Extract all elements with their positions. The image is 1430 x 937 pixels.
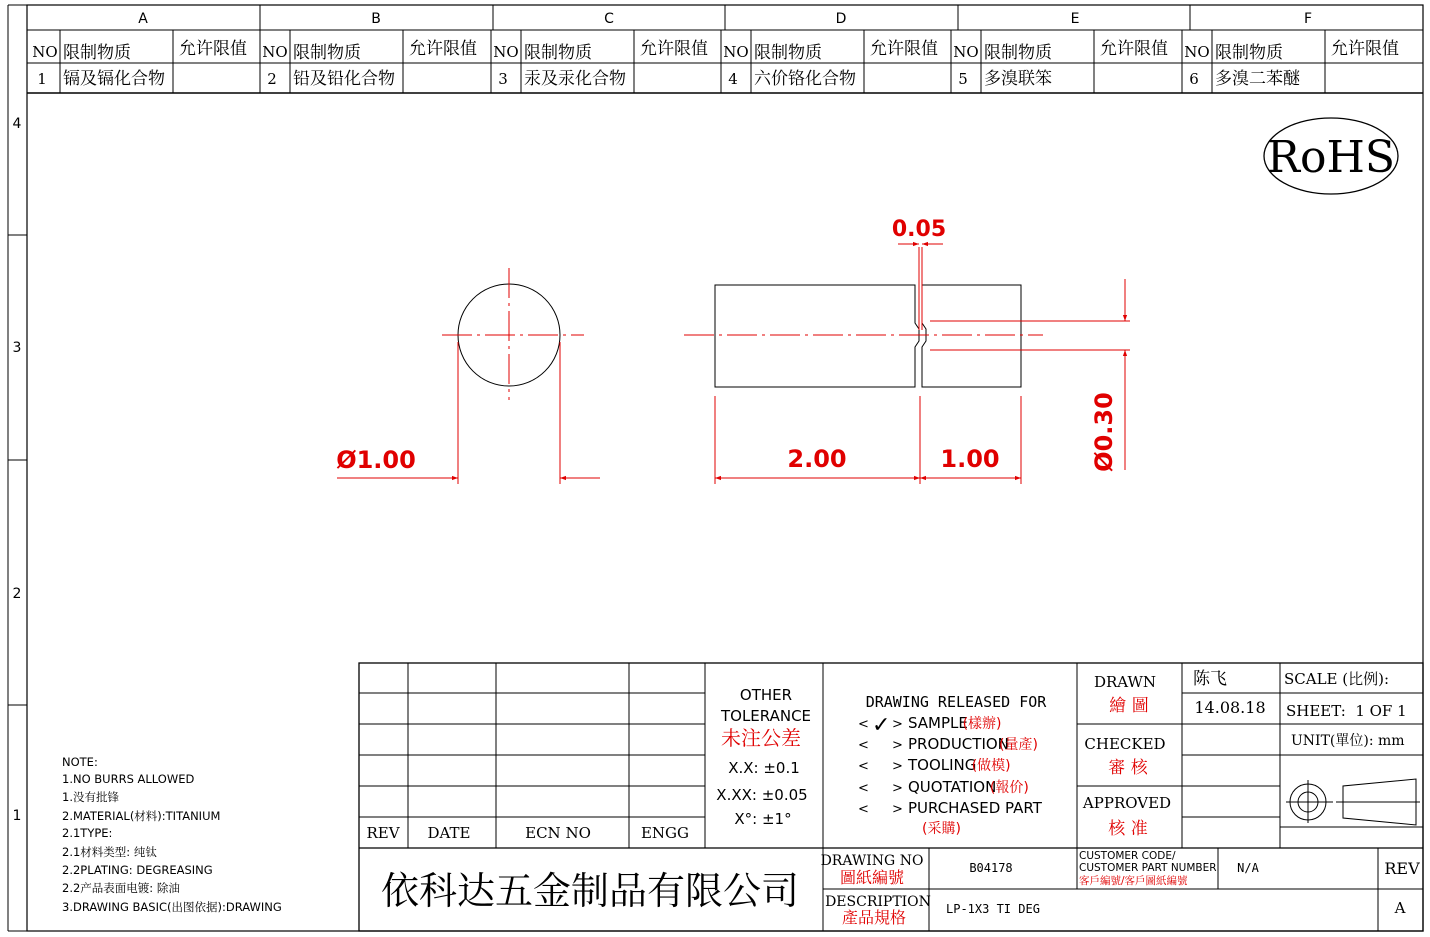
- substance-table: [32, 30, 1399, 93]
- length-right-label: 1.00: [940, 445, 1000, 473]
- checked-label: CHECKED: [1084, 735, 1166, 753]
- bracket-close: >: [892, 759, 903, 774]
- tolerance-title-1: OTHER: [739, 686, 793, 704]
- substance-group: [951, 30, 1168, 93]
- zone-row-2: 2: [12, 586, 22, 602]
- note-line: 1.NO BURRS ALLOWED: [62, 772, 195, 786]
- scale-label: SCALE (比例):: [1284, 670, 1390, 688]
- date-header: DATE: [427, 824, 471, 842]
- diameter-neck-label: Ø0.30: [1090, 392, 1118, 472]
- substance-name: 铅及铅化合物: [293, 69, 395, 89]
- bracket-open: <: [858, 738, 869, 753]
- substance-header: 限制物质: [984, 43, 1052, 63]
- bracket-open: <: [858, 717, 869, 732]
- drawing-no-label-cn: 圖紙編號: [839, 868, 905, 887]
- limit-header: 允许限值: [1331, 39, 1399, 59]
- no-header: NO: [1184, 43, 1210, 61]
- release-block: [858, 693, 1047, 837]
- description-value: LP-1X3 TI DEG: [946, 902, 1040, 916]
- substance-no: 1: [37, 70, 47, 88]
- release-option-label: TOOLING: [908, 756, 977, 774]
- bracket-open: <: [858, 802, 869, 817]
- engg-header: ENGG: [640, 824, 690, 842]
- rev-label: REV: [1384, 859, 1420, 878]
- limit-header: 允许限值: [1100, 39, 1168, 59]
- no-header: NO: [723, 43, 749, 61]
- rohs-label: RoHS: [1266, 132, 1396, 183]
- substance-no: 6: [1189, 70, 1199, 88]
- release-option-label-cn: (報价): [989, 780, 1029, 796]
- release-option-label: QUOTATION: [908, 778, 997, 796]
- rohs-mark: [1264, 118, 1398, 194]
- customer-code-line-1: CUSTOMER CODE/: [1079, 850, 1176, 862]
- projection-symbol-icon: [1286, 779, 1420, 825]
- ecn-header: ECN NO: [525, 824, 591, 842]
- substance-group: [491, 30, 708, 93]
- no-header: NO: [493, 43, 519, 61]
- sheet-label: SHEET: 1 OF 1: [1286, 702, 1407, 720]
- side-view: [684, 217, 1130, 484]
- no-header: NO: [953, 43, 979, 61]
- substance-name: 多溴联笨: [984, 69, 1052, 89]
- checked-label-cn: 審 核: [1108, 758, 1148, 778]
- zone-col-e: E: [1070, 11, 1080, 27]
- limit-header: 允许限值: [640, 39, 708, 59]
- tolerance-title-2: TOLERANCE: [720, 707, 812, 725]
- substance-name: 多溴二苯醚: [1215, 69, 1300, 89]
- zone-col-d: D: [835, 11, 847, 27]
- no-header: NO: [262, 43, 288, 61]
- release-option-label-cn: (量產): [999, 737, 1038, 753]
- end-view: [336, 268, 600, 484]
- limit-header: 允许限值: [409, 39, 477, 59]
- tolerance-line-2: X.XX: ±0.05: [716, 786, 808, 804]
- release-title: DRAWING RELEASED FOR: [865, 693, 1047, 711]
- tolerance-line-1: X.X: ±0.1: [728, 759, 800, 777]
- note-line: 2.1材料类型: 纯钛: [62, 845, 157, 859]
- drawn-label: DRAWN: [1093, 673, 1157, 691]
- release-option-label-cn: (樣辦): [962, 716, 1002, 732]
- zone-col-a: A: [138, 11, 148, 27]
- note-line: NOTE:: [62, 755, 98, 769]
- release-option-label-cn: (做模): [971, 758, 1011, 774]
- customer-code-value: N/A: [1237, 861, 1259, 875]
- note-line: 2.1TYPE:: [62, 826, 113, 840]
- note-line: 2.2PLATING: DEGREASING: [62, 863, 213, 877]
- tolerance-line-3: X°: ±1°: [734, 810, 792, 828]
- revision-table: [366, 824, 689, 842]
- release-option-label: SAMPLE: [908, 714, 968, 732]
- release-option: [858, 756, 1011, 774]
- zone-col-c: C: [604, 11, 614, 27]
- substance-group: [721, 30, 938, 93]
- release-option-label: PRODUCTION: [908, 735, 1009, 753]
- checkmark-icon: ✓: [872, 713, 891, 738]
- note-line: 2.MATERIAL(材料):TITANIUM: [62, 809, 221, 823]
- approved-label-cn: 核 准: [1108, 819, 1148, 839]
- bracket-open: <: [858, 759, 869, 774]
- release-option: [858, 799, 1043, 837]
- zone-row-1: 1: [12, 808, 22, 824]
- approved-label: APPROVED: [1082, 794, 1172, 812]
- rev-header: REV: [366, 824, 400, 842]
- limit-header: 允许限值: [870, 39, 938, 59]
- zone-row-4: 4: [12, 116, 22, 132]
- bracket-close: >: [892, 802, 903, 817]
- approval-block: [1082, 669, 1266, 839]
- bracket-close: >: [892, 717, 903, 732]
- substance-header: 限制物质: [293, 43, 361, 63]
- substance-name: 镉及镉化合物: [63, 69, 165, 89]
- bracket-close: >: [892, 738, 903, 753]
- substance-group: [1182, 30, 1399, 93]
- release-option-label: PURCHASED PART: [908, 799, 1042, 817]
- tolerance-block: [716, 686, 811, 828]
- bracket-open: <: [858, 781, 869, 796]
- unit-label: UNIT(單位): mm: [1291, 733, 1405, 749]
- drawing-no-value: B04178: [969, 861, 1013, 875]
- tolerance-title-cn: 未注公差: [721, 726, 801, 750]
- gap-label: 0.05: [891, 217, 947, 242]
- substance-name: 六价铬化合物: [754, 69, 856, 89]
- substance-group: [32, 30, 247, 93]
- limit-header: 允许限值: [179, 39, 247, 59]
- release-option-label-cn: (采購): [922, 821, 961, 837]
- drawing-no-label: DRAWING NO: [820, 853, 924, 869]
- zone-col-f: F: [1303, 11, 1313, 27]
- no-header: NO: [32, 43, 58, 61]
- description-label: DESCRIPTION: [825, 894, 931, 910]
- customer-code-line-2: CUSTOMER PART NUMBER: [1079, 862, 1217, 874]
- notes: [62, 755, 282, 914]
- substance-no: 2: [267, 70, 277, 88]
- zone-col-b: B: [371, 11, 381, 27]
- substance-name: 汞及汞化合物: [524, 69, 626, 89]
- substance-group: [260, 30, 477, 93]
- substance-header: 限制物质: [1215, 43, 1283, 63]
- description-label-cn: 產品規格: [841, 908, 907, 927]
- drawn-date: 14.08.18: [1194, 698, 1266, 717]
- customer-code-line-3: 客戶編號/客戶圖紙編號: [1079, 875, 1188, 887]
- substance-header: 限制物质: [63, 43, 131, 63]
- diameter-outer-label: Ø1.00: [336, 446, 416, 474]
- substance-no: 3: [498, 70, 508, 88]
- zone-row-3: 3: [12, 340, 22, 356]
- company-name: 依科达五金制品有限公司: [380, 869, 800, 913]
- substance-header: 限制物质: [754, 43, 822, 63]
- length-left-label: 2.00: [787, 445, 847, 473]
- release-option: [858, 778, 1029, 796]
- note-line: 2.2产品表面电镀: 除油: [62, 881, 180, 895]
- drawn-label-cn: 繪 圖: [1109, 696, 1149, 716]
- rev-value: A: [1394, 899, 1406, 917]
- note-line: 1.没有批锋: [62, 790, 119, 804]
- drawn-by: 陈飞: [1193, 669, 1227, 689]
- bracket-close: >: [892, 781, 903, 796]
- substance-header: 限制物质: [524, 43, 592, 63]
- substance-no: 5: [958, 70, 968, 88]
- substance-no: 4: [728, 70, 738, 88]
- note-line: 3.DRAWING BASIC(出图依据):DRAWING: [62, 900, 282, 914]
